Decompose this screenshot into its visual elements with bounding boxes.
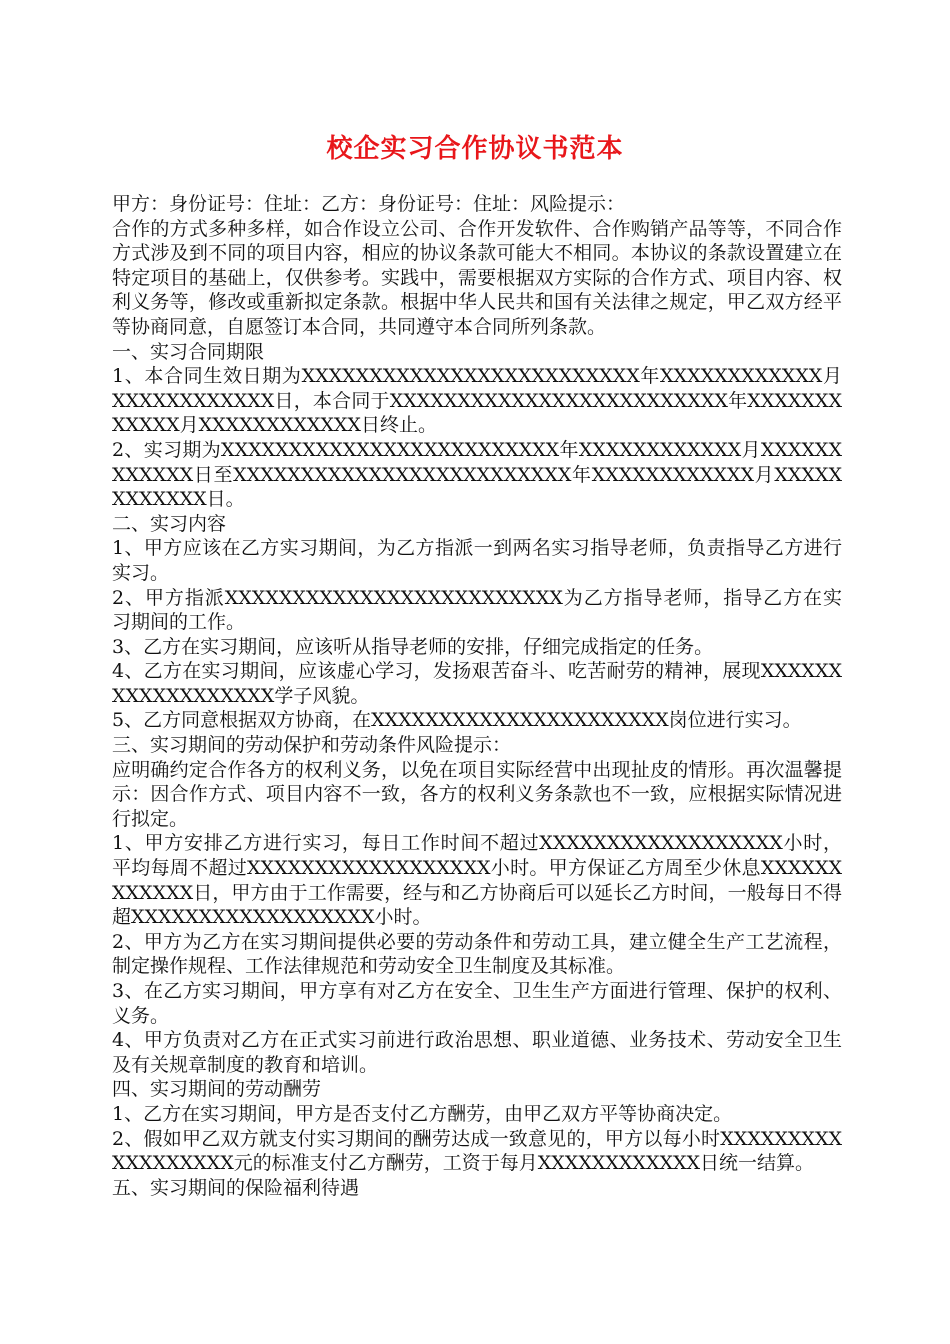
paragraph: 甲方：身份证号：住址：乙方：身份证号：住址：风险提示： xyxy=(112,193,626,215)
paragraph: 应明确约定合作各方的权利义务，以免在项目实际经营中出现扯皮的情形。再次温馨提示：因合作方式、项目内容不一致，各方的权利义务条款也不一致，应根据实际情况进行拟定。 xyxy=(112,758,842,830)
paragraph: 3、乙方在实习期间，应该听从指导老师的安排，仔细完成指定的任务。 xyxy=(112,635,714,658)
paragraph: 1、乙方在实习期间，甲方是否支付乙方酬劳，由甲乙双方平等协商决定。 xyxy=(112,1102,733,1125)
section-heading: 一、实习合同期限 xyxy=(112,340,265,363)
section-heading: 四、实习期间的劳动酬劳 xyxy=(112,1078,322,1101)
paragraph: 5、乙方同意根据双方协商，在XXXXXXXXXXXXXXXXXXXXXX岗位进行实习。 xyxy=(112,709,802,732)
section-heading: 五、实习期间的保险福利待遇 xyxy=(112,1176,360,1199)
paragraph: 1、甲方安排乙方进行实习，每日工作时间不超过XXXXXXXXXXXXXXXXXX小时，平均每周不超过XXXXXXXXXXXXXXXXXX小时。甲方保证乙方周至少休息XXXXXXXXXXXX日，甲方由于工作需要，经与和乙方协商后可以延长乙方时间，一般每日不得超XXXXXXXXXXXXXXXXXX小时。 xyxy=(112,832,842,929)
paragraph: 1、甲方应该在乙方实习期间，为乙方指派一到两名实习指导老师，负责指导乙方进行实习。 xyxy=(112,537,842,584)
document-title: 校企实习合作协议书范本 xyxy=(326,134,624,164)
paragraph: 1、本合同生效日期为XXXXXXXXXXXXXXXXXXXXXXXXX年XXXXXXXXXXXX月XXXXXXXXXXXX日，本合同于XXXXXXXXXXXXXXXXXXXXXXXXX年XXXXXXXXXXXX月XXXXXXXXXXXX日终止。 xyxy=(112,365,842,437)
paragraph: 合作的方式多种多样，如合作设立公司、合作开发软件、合作购销产品等等，不同合作方式涉及到不同的项目内容，相应的协议条款可能大不相同。本协议的条款设置建立在特定项目的基础上，仅供参考。实践中，需要根据双方实际的合作方式、项目内容、权利义务等，修改或重新拟定条款。根据中华人民共和国有关法律之规定，甲乙双方经平等协商同意，自愿签订本合同，共同遵守本合同所列条款。 xyxy=(112,217,842,338)
paragraph: 3、在乙方实习期间，甲方享有对乙方在安全、卫生生产方面进行管理、保护的权利、义务。 xyxy=(112,980,842,1027)
paragraph: 2、实习期为XXXXXXXXXXXXXXXXXXXXXXXXX年XXXXXXXXXXXX月XXXXXXXXXXXX日至XXXXXXXXXXXXXXXXXXXXXXXXX年XXXXXXXXXXXX月XXXXXXXXXXXX日。 xyxy=(112,438,842,511)
paragraph: 2、甲方指派XXXXXXXXXXXXXXXXXXXXXXXXX为乙方指导老师，指导乙方在实习期间的工作。 xyxy=(112,586,842,634)
section-heading: 三、实习期间的劳动保护和劳动条件风险提示： xyxy=(112,734,512,757)
paragraph: 2、假如甲乙双方就支付实习期间的酬劳达成一致意见的，甲方以每小时XXXXXXXXXXXXXXXXXX元的标准支付乙方酬劳，工资于每月XXXXXXXXXXXX日统一结算。 xyxy=(112,1127,842,1175)
document-body xyxy=(112,192,842,1200)
paragraph: 4、甲方负责对乙方在正式实习前进行政治思想、职业道德、业务技术、劳动安全卫生及有关规章制度的教育和培训。 xyxy=(112,1029,842,1076)
paragraph: 2、甲方为乙方在实习期间提供必要的劳动条件和劳动工具，建立健全生产工艺流程，制定操作规程、工作法律规范和劳动安全卫生制度及其标准。 xyxy=(112,930,842,978)
paragraph: 4、乙方在实习期间，应该虚心学习，发扬艰苦奋斗、吃苦耐劳的精神，展现XXXXXXXXXXXXXXXXXX学子风貌。 xyxy=(112,660,842,707)
section-heading: 二、实习内容 xyxy=(112,512,227,535)
